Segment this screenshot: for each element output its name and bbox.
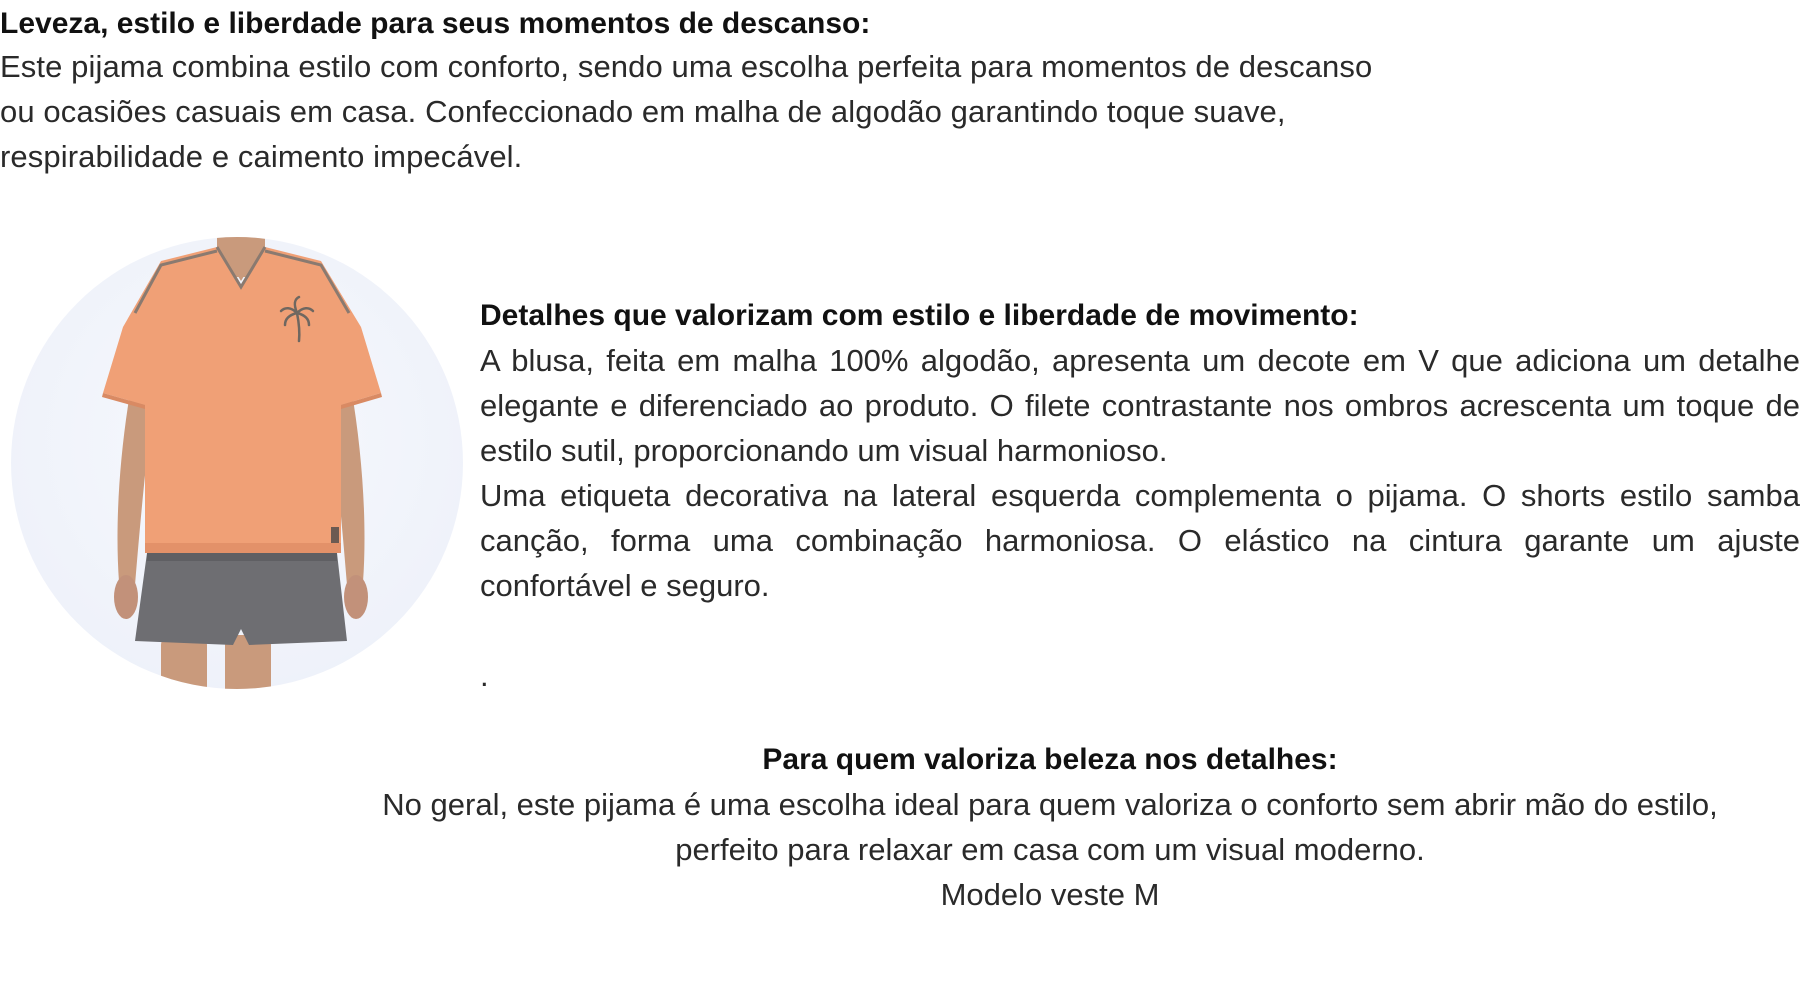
details-trailing-dot: . [480, 658, 489, 693]
shorts-waistband [147, 553, 337, 561]
details-paragraph-2: Uma etiqueta decorativa na lateral esquerda complementa o pijama. O shorts estilo samba canção, forma uma combinação harmoniosa. O elástico na cintura garante um ajuste confortável e seguro. [480, 478, 1800, 603]
details-paragraph-1: A blusa, feita em malha 100% algodão, apresenta um decote em V que adiciona um detalhe elegante e diferenciado ao produto. O filete contrastante nos ombros acrescenta um toque de estilo sutil, proporcionando um visual harmonioso. [480, 343, 1800, 468]
details-section [480, 294, 1800, 729]
model-size-note: Modelo veste M [940, 877, 1160, 912]
product-photo [11, 237, 463, 689]
model-illustration [11, 237, 463, 689]
intro-line-1: Este pijama combina estilo com conforto, sendo uma escolha perfeita para momentos de descanso [0, 49, 1373, 84]
model-right-hand [344, 575, 368, 619]
closing-heading: Para quem valoriza beleza nos detalhes: [762, 743, 1338, 776]
closing-line-1: No geral, este pijama é uma escolha ideal para quem valoriza o conforto sem abrir mão do estilo, [382, 787, 1718, 822]
shirt-hem [145, 543, 341, 553]
intro-line-2: ou ocasiões casuais em casa. Confeccionado em malha de algodão garantindo toque suave, [0, 94, 1286, 129]
shirt-side-label [331, 527, 339, 543]
intro-section [0, 4, 1560, 179]
closing-section [300, 738, 1800, 917]
intro-line-3: respirabilidade e caimento impecável. [0, 139, 523, 174]
closing-line-2: perfeito para relaxar em casa com um visual moderno. [675, 832, 1425, 867]
details-heading: Detalhes que valorizam com estilo e liberdade de movimento: [480, 299, 1359, 332]
shorts [135, 553, 347, 645]
intro-heading: Leveza, estilo e liberdade para seus momentos de descanso: [0, 7, 871, 40]
model-left-hand [114, 575, 138, 619]
